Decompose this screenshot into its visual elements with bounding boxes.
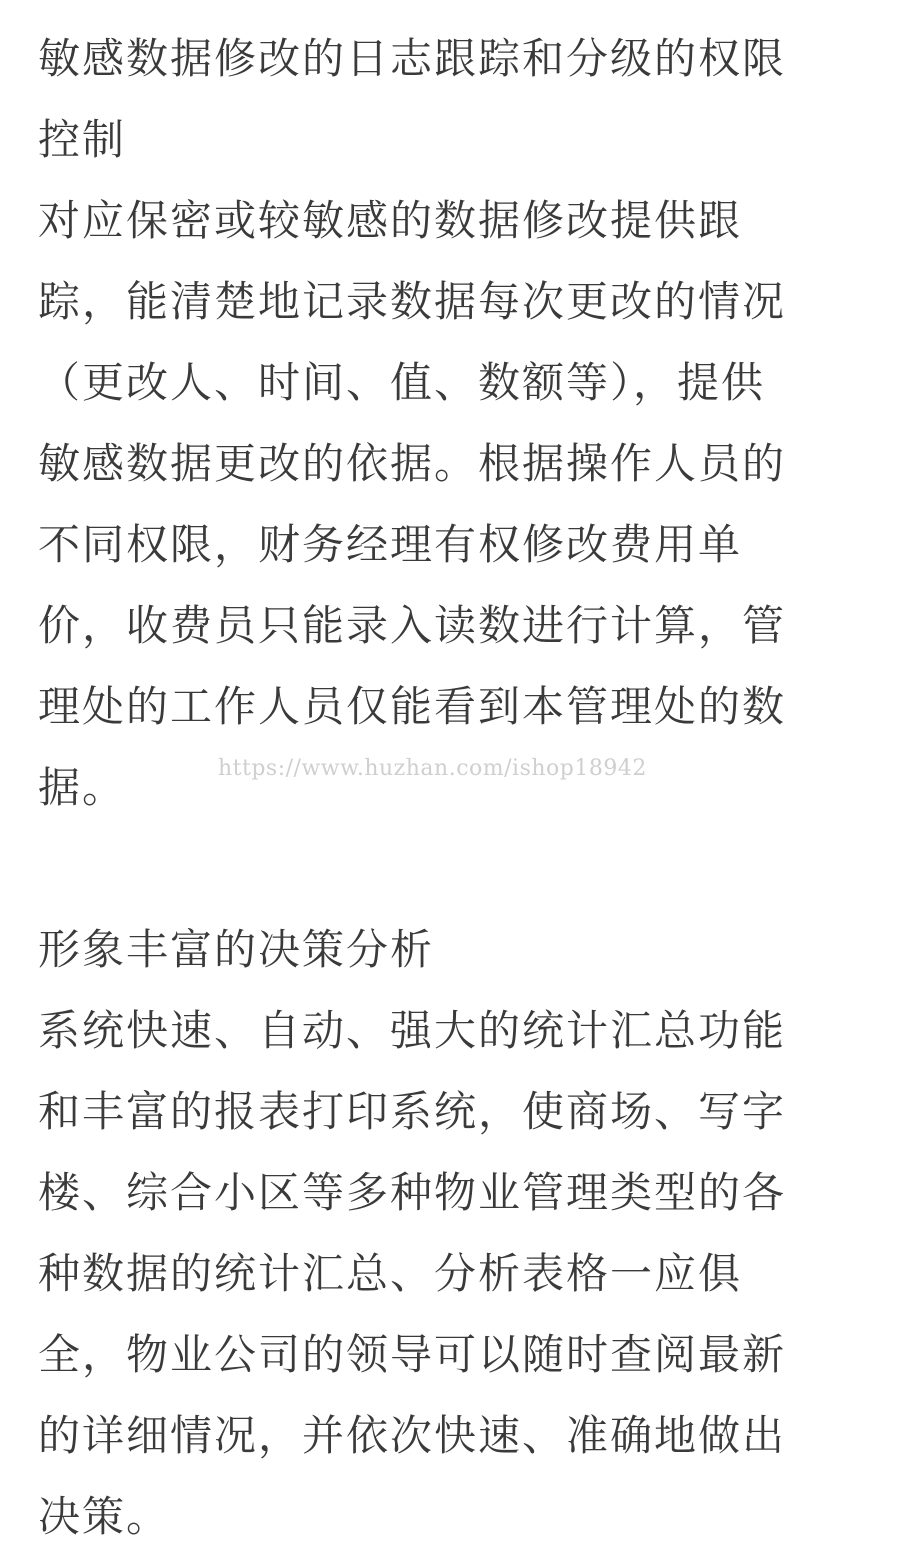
article <box>38 18 828 1557</box>
section-heading-line: 敏感数据修改的日志跟踪和分级的权限 <box>38 34 787 83</box>
paragraph-line: 种数据的统计汇总、分析表格一应俱 <box>38 1249 743 1298</box>
section-heading-line: 控制 <box>38 115 127 164</box>
section-spacer <box>38 828 828 909</box>
paragraph-line: 系统快速、自动、强大的统计汇总功能 <box>38 1006 787 1055</box>
paragraph-line: 不同权限，财务经理有权修改费用单 <box>38 520 743 569</box>
section-decision-analysis <box>38 909 828 1557</box>
paragraph-line: 价，收费员只能录入读数进行计算，管 <box>38 601 787 650</box>
watermark-url: https://www.huzhan.com/ishop18942 <box>218 756 647 781</box>
paragraph-line: 敏感数据更改的依据。根据操作人员的 <box>38 439 787 488</box>
section-sensitive-data-tracking <box>38 18 828 828</box>
section-heading-line: 形象丰富的决策分析 <box>38 925 435 974</box>
paragraph-line: （更改人、时间、值、数额等），提供 <box>38 358 766 407</box>
paragraph-line: 对应保密或较敏感的数据修改提供跟 <box>38 196 743 245</box>
paragraph-line: 踪，能清楚地记录数据每次更改的情况 <box>38 277 787 326</box>
paragraph-line: 的详细情况，并依次快速、准确地做出 <box>38 1411 787 1460</box>
paragraph-line: 决策。 <box>38 1492 171 1541</box>
paragraph-line: 理处的工作人员仅能看到本管理处的数 <box>38 682 787 731</box>
paragraph-line: 楼、综合小区等多种物业管理类型的各 <box>38 1168 787 1217</box>
paragraph-line: 据。 <box>38 763 127 812</box>
paragraph-line: 和丰富的报表打印系统，使商场、写字 <box>38 1087 787 1136</box>
paragraph-line: 全，物业公司的领导可以随时查阅最新 <box>38 1330 787 1379</box>
